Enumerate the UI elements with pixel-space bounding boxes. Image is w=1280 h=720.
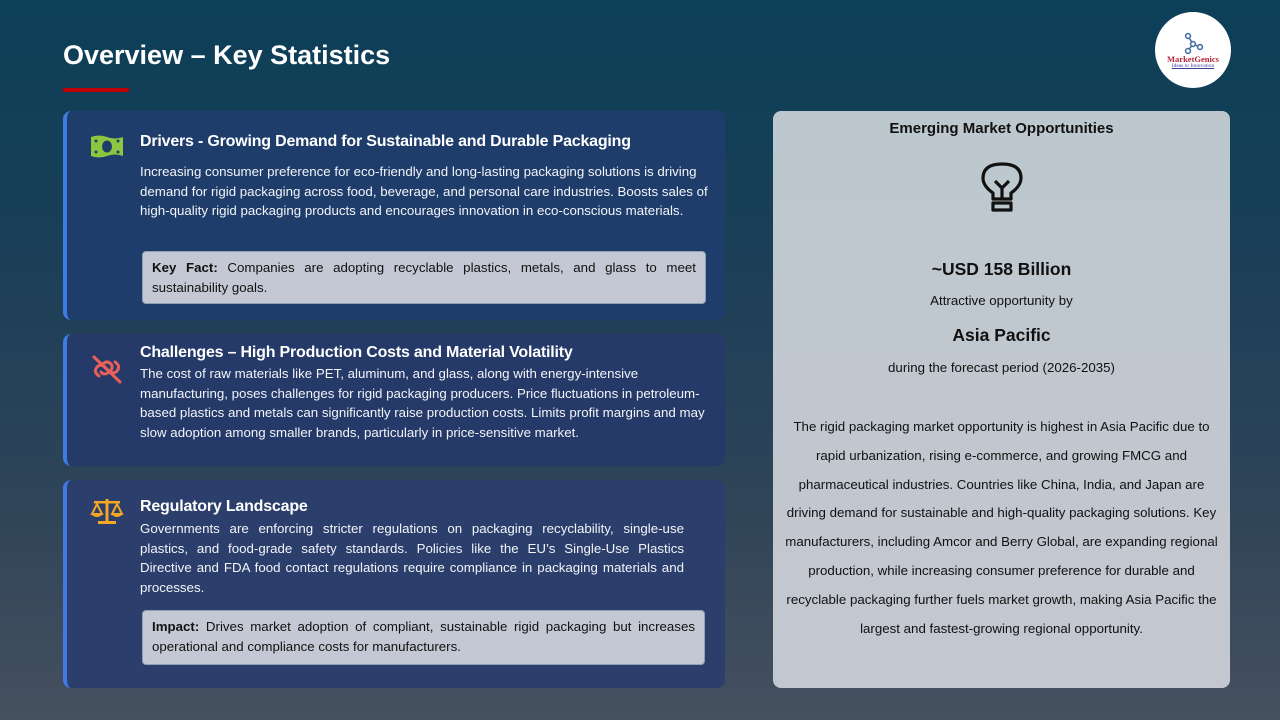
regulatory-card — [63, 480, 725, 688]
regulatory-body: Governments are enforcing stricter regulations on packaging recyclability, single-use plastics, and food-grade safety standards. Policies like the EU’s Single-Use Plastics Directive and FDA food contact regulations require compliance in packaging materials and processes. — [140, 521, 684, 595]
challenges-body: The cost of raw materials like PET, aluminum, and glass, along with energy-intensive manufacturing, poses challenges for rigid packaging producers. Price fluctuations in petroleum-based plastics and metals can significantly raise production costs. Limits profit margins and may slow adoption among smaller brands, particularly in price-sensitive market. — [140, 366, 705, 440]
opportunity-description: The rigid packaging market opportunity is highest in Asia Pacific due to rapid urbanization, rising e-commerce, and growing FMCG and pharmaceutical industries. Countries like China, India, and Japan are driving demand for sustainable and high-quality packaging solutions. Key manufacturers, including Amcor and Berry Global, are expanding regional production, while increasing consumer preference for durable and recyclable packaging further fuels market growth, making Asia Pacific the largest and fastest-growing regional opportunity. — [785, 419, 1218, 636]
opportunities-title: Emerging Market Opportunities — [889, 120, 1114, 137]
impact-label: Impact: — [152, 619, 200, 634]
regulatory-title: Regulatory Landscape — [140, 498, 308, 515]
emerging-opportunities-panel — [773, 111, 1230, 688]
balance-scale-icon — [89, 496, 125, 526]
drivers-title: Drivers - Growing Demand for Sustainable and Durable Packaging — [140, 133, 631, 150]
challenges-card — [63, 334, 725, 466]
molecule-network-icon — [1182, 32, 1204, 54]
page-title: Overview – Key Statistics — [63, 40, 391, 70]
opportunity-subtitle: Attractive opportunity by — [930, 293, 1073, 308]
drivers-body: Increasing consumer preference for eco-friendly and long-lasting packaging solutions is driving demand for rigid packaging across food, beverage, and personal care industries. Boosts sales of high-quality rigid packaging products and encourages innovation in eco-conscious materials. — [140, 164, 708, 218]
opportunity-value: ~USD 158 Billion — [931, 259, 1072, 279]
title-underline — [63, 88, 129, 92]
money-bill-icon — [89, 131, 125, 161]
impact-box — [142, 610, 705, 665]
marketgenics-logo — [1155, 12, 1231, 88]
lightbulb-icon — [978, 161, 1026, 215]
opportunity-region: Asia Pacific — [952, 325, 1051, 345]
key-fact-label: Key Fact: — [152, 260, 218, 275]
impact-text: Drives market adoption of compliant, sustainable rigid packaging but increases operational and compliance costs for manufacturers. — [152, 619, 695, 654]
broken-link-icon — [89, 354, 125, 384]
drivers-card — [63, 111, 725, 320]
key-fact-box — [142, 251, 706, 304]
forecast-period: during the forecast period (2026-2035) — [888, 360, 1115, 375]
logo-name: MarketGenics — [1167, 53, 1219, 64]
challenges-title: Challenges – High Production Costs and Material Volatility — [140, 344, 573, 361]
logo-tagline: Ideas to Innovation — [1171, 63, 1215, 70]
key-fact-text: Companies are adopting recyclable plastics, metals, and glass to meet sustainability goals. — [152, 260, 696, 295]
